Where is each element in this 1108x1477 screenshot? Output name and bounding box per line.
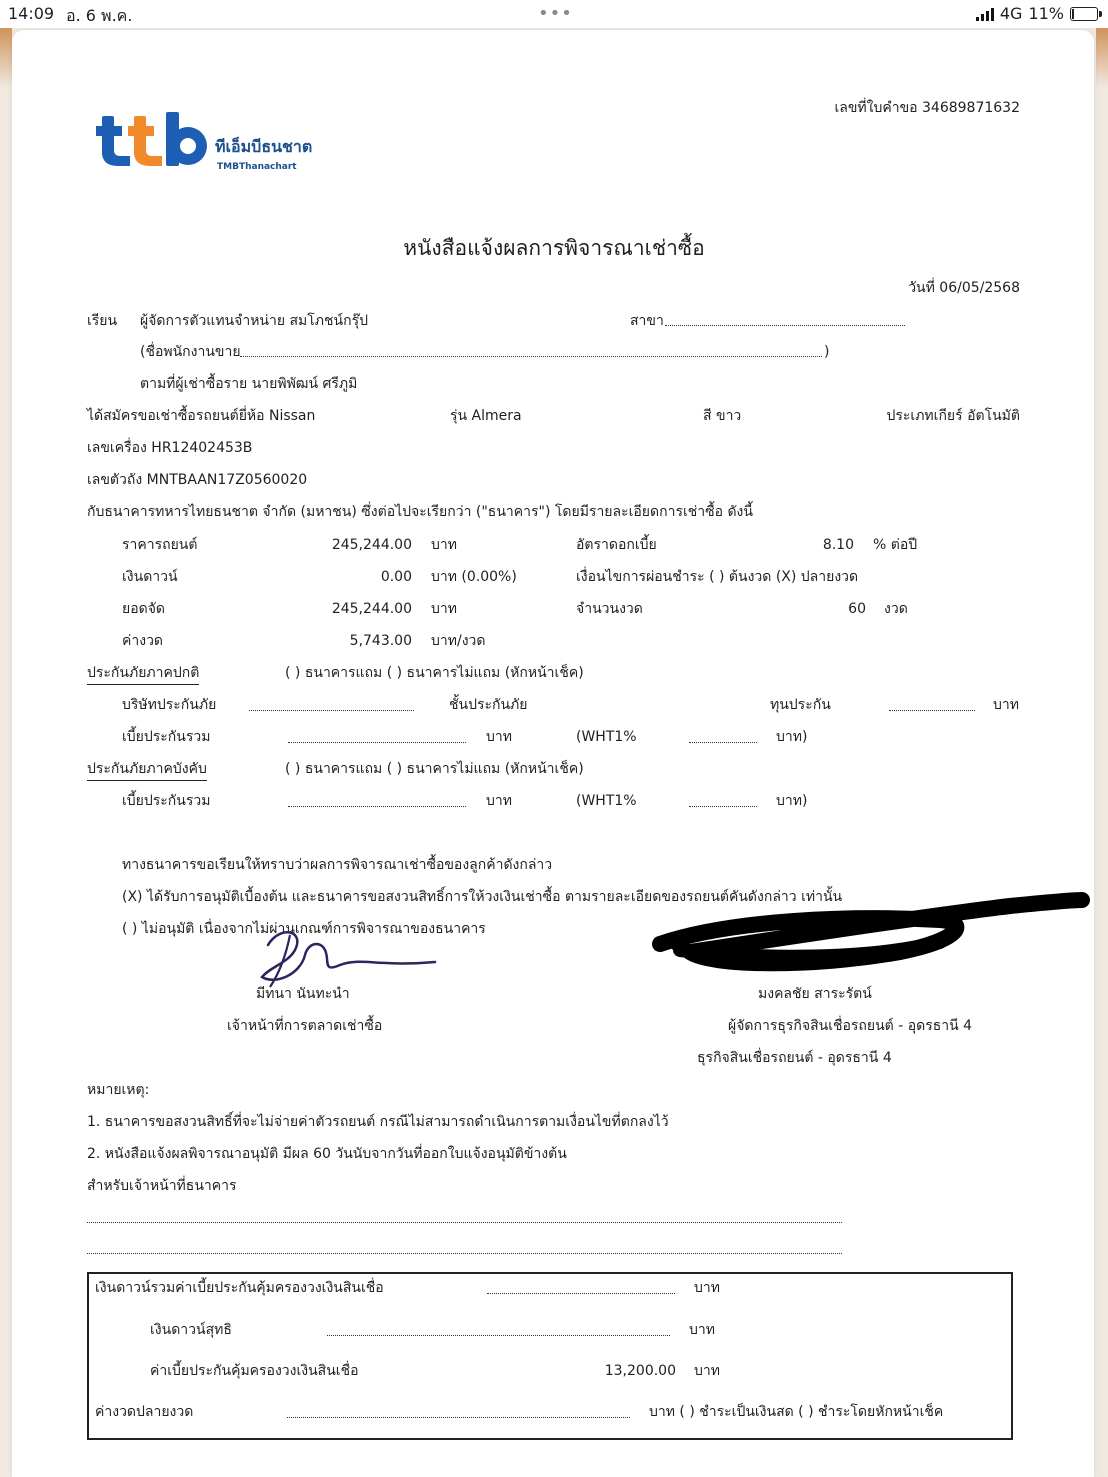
redaction-scribble-icon: [650, 880, 1090, 980]
battery-fill: [1072, 9, 1074, 19]
staff-label: สำหรับเจ้าหน้าที่ธนาคาร: [87, 1178, 237, 1194]
staff-blank-2: [87, 1253, 842, 1254]
insurer-label: บริษัทประกันภัย: [122, 697, 217, 713]
wht-unit: บาท): [776, 729, 808, 745]
wht-label: (WHT1%: [576, 729, 637, 745]
car-brand: ได้สมัครขอเช่าซื้อรถยนต์ยี่ห้อ Nissan: [87, 408, 316, 424]
left-signer-title: เจ้าหน้าที่การตลาดเช่าซื้อ: [227, 1018, 383, 1034]
sum-insured-blank: [889, 710, 975, 711]
payment-condition: เงื่อนไขการผ่อนชำระ ( ) ต้นงวด (X) ปลายงวด: [576, 569, 859, 585]
car-color: สี ขาว: [703, 408, 742, 424]
finance-value: 245,244.00: [331, 601, 412, 617]
price-unit: บาท: [431, 537, 457, 553]
background-edge: [0, 28, 12, 88]
signature-icon: [250, 915, 450, 995]
branch-label: สาขา: [630, 313, 664, 329]
battery-percent: 11%: [1028, 4, 1064, 23]
status-indicators: [976, 4, 1098, 23]
page-title: หนังสือแจ้งผลการพิจารณาเช่าซื้อ: [403, 236, 705, 260]
result-approved: (X) ได้รับการอนุมัติเบื้องต้น และธนาคารขอสงวนสิทธิ์การให้วงเงินเช่าซื้อ ตามรายละเอียดของรถยนต์คันดังกล่าว เท่านั้น: [122, 889, 843, 905]
insurance-class-label: ชั้นประกันภัย: [449, 697, 528, 713]
net-down-unit: บาท: [689, 1322, 715, 1338]
salesperson-label: (ชื่อพนักงานขาย: [140, 344, 241, 360]
logo-english-text: TMBThanachart: [217, 162, 297, 172]
branch-blank: [665, 325, 905, 326]
wht-blank: [689, 742, 757, 743]
credit-insurance-unit: บาท: [694, 1363, 720, 1379]
term-unit: งวด: [884, 601, 908, 617]
down-label: เงินดาวน์: [122, 569, 178, 585]
to-value: ผู้จัดการตัวแทนจำหน่าย สมโภชน์กรุ๊ป: [140, 313, 368, 329]
signal-icon: [976, 7, 994, 21]
installment-value: 5,743.00: [349, 633, 412, 649]
sum-insured-label: ทุนประกัน: [770, 697, 831, 713]
insurer-blank: [249, 710, 414, 711]
term-label: จำนวนงวด: [576, 601, 643, 617]
logo-thai-text: ทีเอ็มบีธนชาต: [215, 137, 313, 156]
compulsory-premium-label: เบี้ยประกันรวม: [122, 793, 211, 809]
note-2: 2. หนังสือแจ้งผลพิจารณาอนุมัติ มีผล 60 วันนับจากวันที่ออกใบแจ้งอนุมัติข้างต้น: [87, 1146, 567, 1162]
status-bar: [0, 0, 1108, 28]
to-label: เรียน: [87, 313, 118, 329]
voluntary-insurance-label: ประกันภัยภาคปกติ: [87, 664, 199, 685]
installment-label: ค่างวด: [122, 633, 164, 649]
credit-insurance-value: 13,200.00: [604, 1363, 676, 1379]
compulsory-wht-label: (WHT1%: [576, 793, 637, 809]
car-gear: ประเภทเกียร์ อัตโนมัติ: [886, 408, 1020, 424]
credit-insurance-label: ค่าเบี้ยประกันคุ้มครองวงเงินสินเชื่อ: [150, 1363, 359, 1379]
right-signer-title: ผู้จัดการธุรกิจสินเชื่อรถยนต์ - อุดรธานี 4: [728, 1018, 973, 1034]
battery-icon: [1070, 7, 1098, 21]
salesperson-blank: [240, 356, 822, 357]
chassis-number: เลขตัวถัง MNTBAAN17Z0560020: [87, 472, 308, 488]
term-value: 60: [848, 601, 866, 617]
engine-number: เลขเครื่อง HR12402453B: [87, 440, 253, 456]
note-1: 1. ธนาคารขอสงวนสิทธิ์ที่จะไม่จ่ายค่าตัวรถยนต์ กรณีไม่สามารถดำเนินการตามเงื่อนไขที่ตกลงไว้: [87, 1114, 669, 1130]
multitask-dots-icon[interactable]: •••: [538, 3, 573, 24]
compulsory-premium-unit: บาท: [486, 793, 512, 809]
background-edge: [1096, 28, 1108, 88]
compulsory-options: ( ) ธนาคารแถม ( ) ธนาคารไม่แถม (หักหน้าเช็ค): [285, 761, 584, 777]
premium-unit: บาท: [486, 729, 512, 745]
rate-value: 8.10: [822, 537, 854, 553]
status-date: อ. 6 พ.ค.: [66, 6, 133, 25]
down-value: 0.00: [380, 569, 412, 585]
sum-insured-unit: บาท: [993, 697, 1019, 713]
price-label: ราคารถยนต์: [122, 537, 198, 553]
premium-blank: [288, 742, 466, 743]
right-signer-name: มงคลชัย สาระรัตน์: [758, 986, 872, 1002]
left-signer-name: มีทนา นันทะนำ: [256, 986, 350, 1002]
network-type: 4G: [999, 4, 1023, 23]
salesperson-close: ): [824, 344, 830, 360]
compulsory-wht-unit: บาท): [776, 793, 808, 809]
finance-unit: บาท: [431, 601, 457, 617]
notes-label: หมายเหตุ:: [87, 1082, 150, 1098]
bank-intro: กับธนาคารทหารไทยธนชาต จำกัด (มหาชน) ซึ่งต่อไปจะเรียกว่า ("ธนาคาร") โดยมีรายละเอียดการเช่าซื้อ ดังนี้: [87, 504, 753, 520]
compulsory-wht-blank: [689, 806, 757, 807]
total-down-unit: บาท: [694, 1280, 720, 1296]
installment-unit: บาท/งวด: [431, 633, 486, 649]
status-time: 14:09: [8, 4, 55, 23]
right-signer-unit: ธุรกิจสินเชื่อรถยนต์ - อุดรธานี 4: [697, 1050, 892, 1066]
voluntary-options: ( ) ธนาคารแถม ( ) ธนาคารไม่แถม (หักหน้าเช็ค): [285, 665, 584, 681]
staff-blank-1: [87, 1222, 842, 1223]
finance-label: ยอดจัด: [122, 601, 165, 617]
result-rejected: ( ) ไม่อนุมัติ เนื่องจากไม่ผ่านเกณฑ์การพิจารณาของธนาคาร: [122, 921, 486, 937]
applicant-name: ตามที่ผู้เช่าซื้อราย นายพิพัฒน์ ศรีภูมิ: [140, 376, 358, 392]
document-date: วันที่ 06/05/2568: [908, 280, 1020, 296]
compulsory-premium-blank: [288, 806, 466, 807]
premium-label: เบี้ยประกันรวม: [122, 729, 211, 745]
last-installment-label: ค่างวดปลายงวด: [95, 1404, 194, 1420]
payment-options: บาท ( ) ชำระเป็นเงินสด ( ) ชำระโดยหักหน้าเช็ค: [649, 1404, 944, 1420]
down-unit: บาท (0.00%): [431, 569, 517, 585]
price-value: 245,244.00: [331, 537, 412, 553]
request-number: เลขที่ใบคำขอ 34689871632: [834, 100, 1020, 116]
total-down-blank: [487, 1293, 675, 1294]
compulsory-insurance-label: ประกันภัยภาคบังคับ: [87, 760, 207, 781]
rate-unit: % ต่อปี: [873, 537, 918, 553]
car-model: รุ่น Almera: [450, 408, 522, 424]
rate-label: อัตราดอกเบี้ย: [576, 537, 657, 553]
last-installment-blank: [287, 1417, 630, 1418]
net-down-label: เงินดาวน์สุทธิ: [150, 1322, 232, 1338]
net-down-blank: [327, 1335, 670, 1336]
total-down-label: เงินดาวน์รวมค่าเบี้ยประกันคุ้มครองวงเงินสินเชื่อ: [95, 1280, 384, 1296]
result-intro: ทางธนาคารขอเรียนให้ทราบว่าผลการพิจารณาเช่าซื้อของลูกค้าดังกล่าว: [122, 857, 553, 873]
